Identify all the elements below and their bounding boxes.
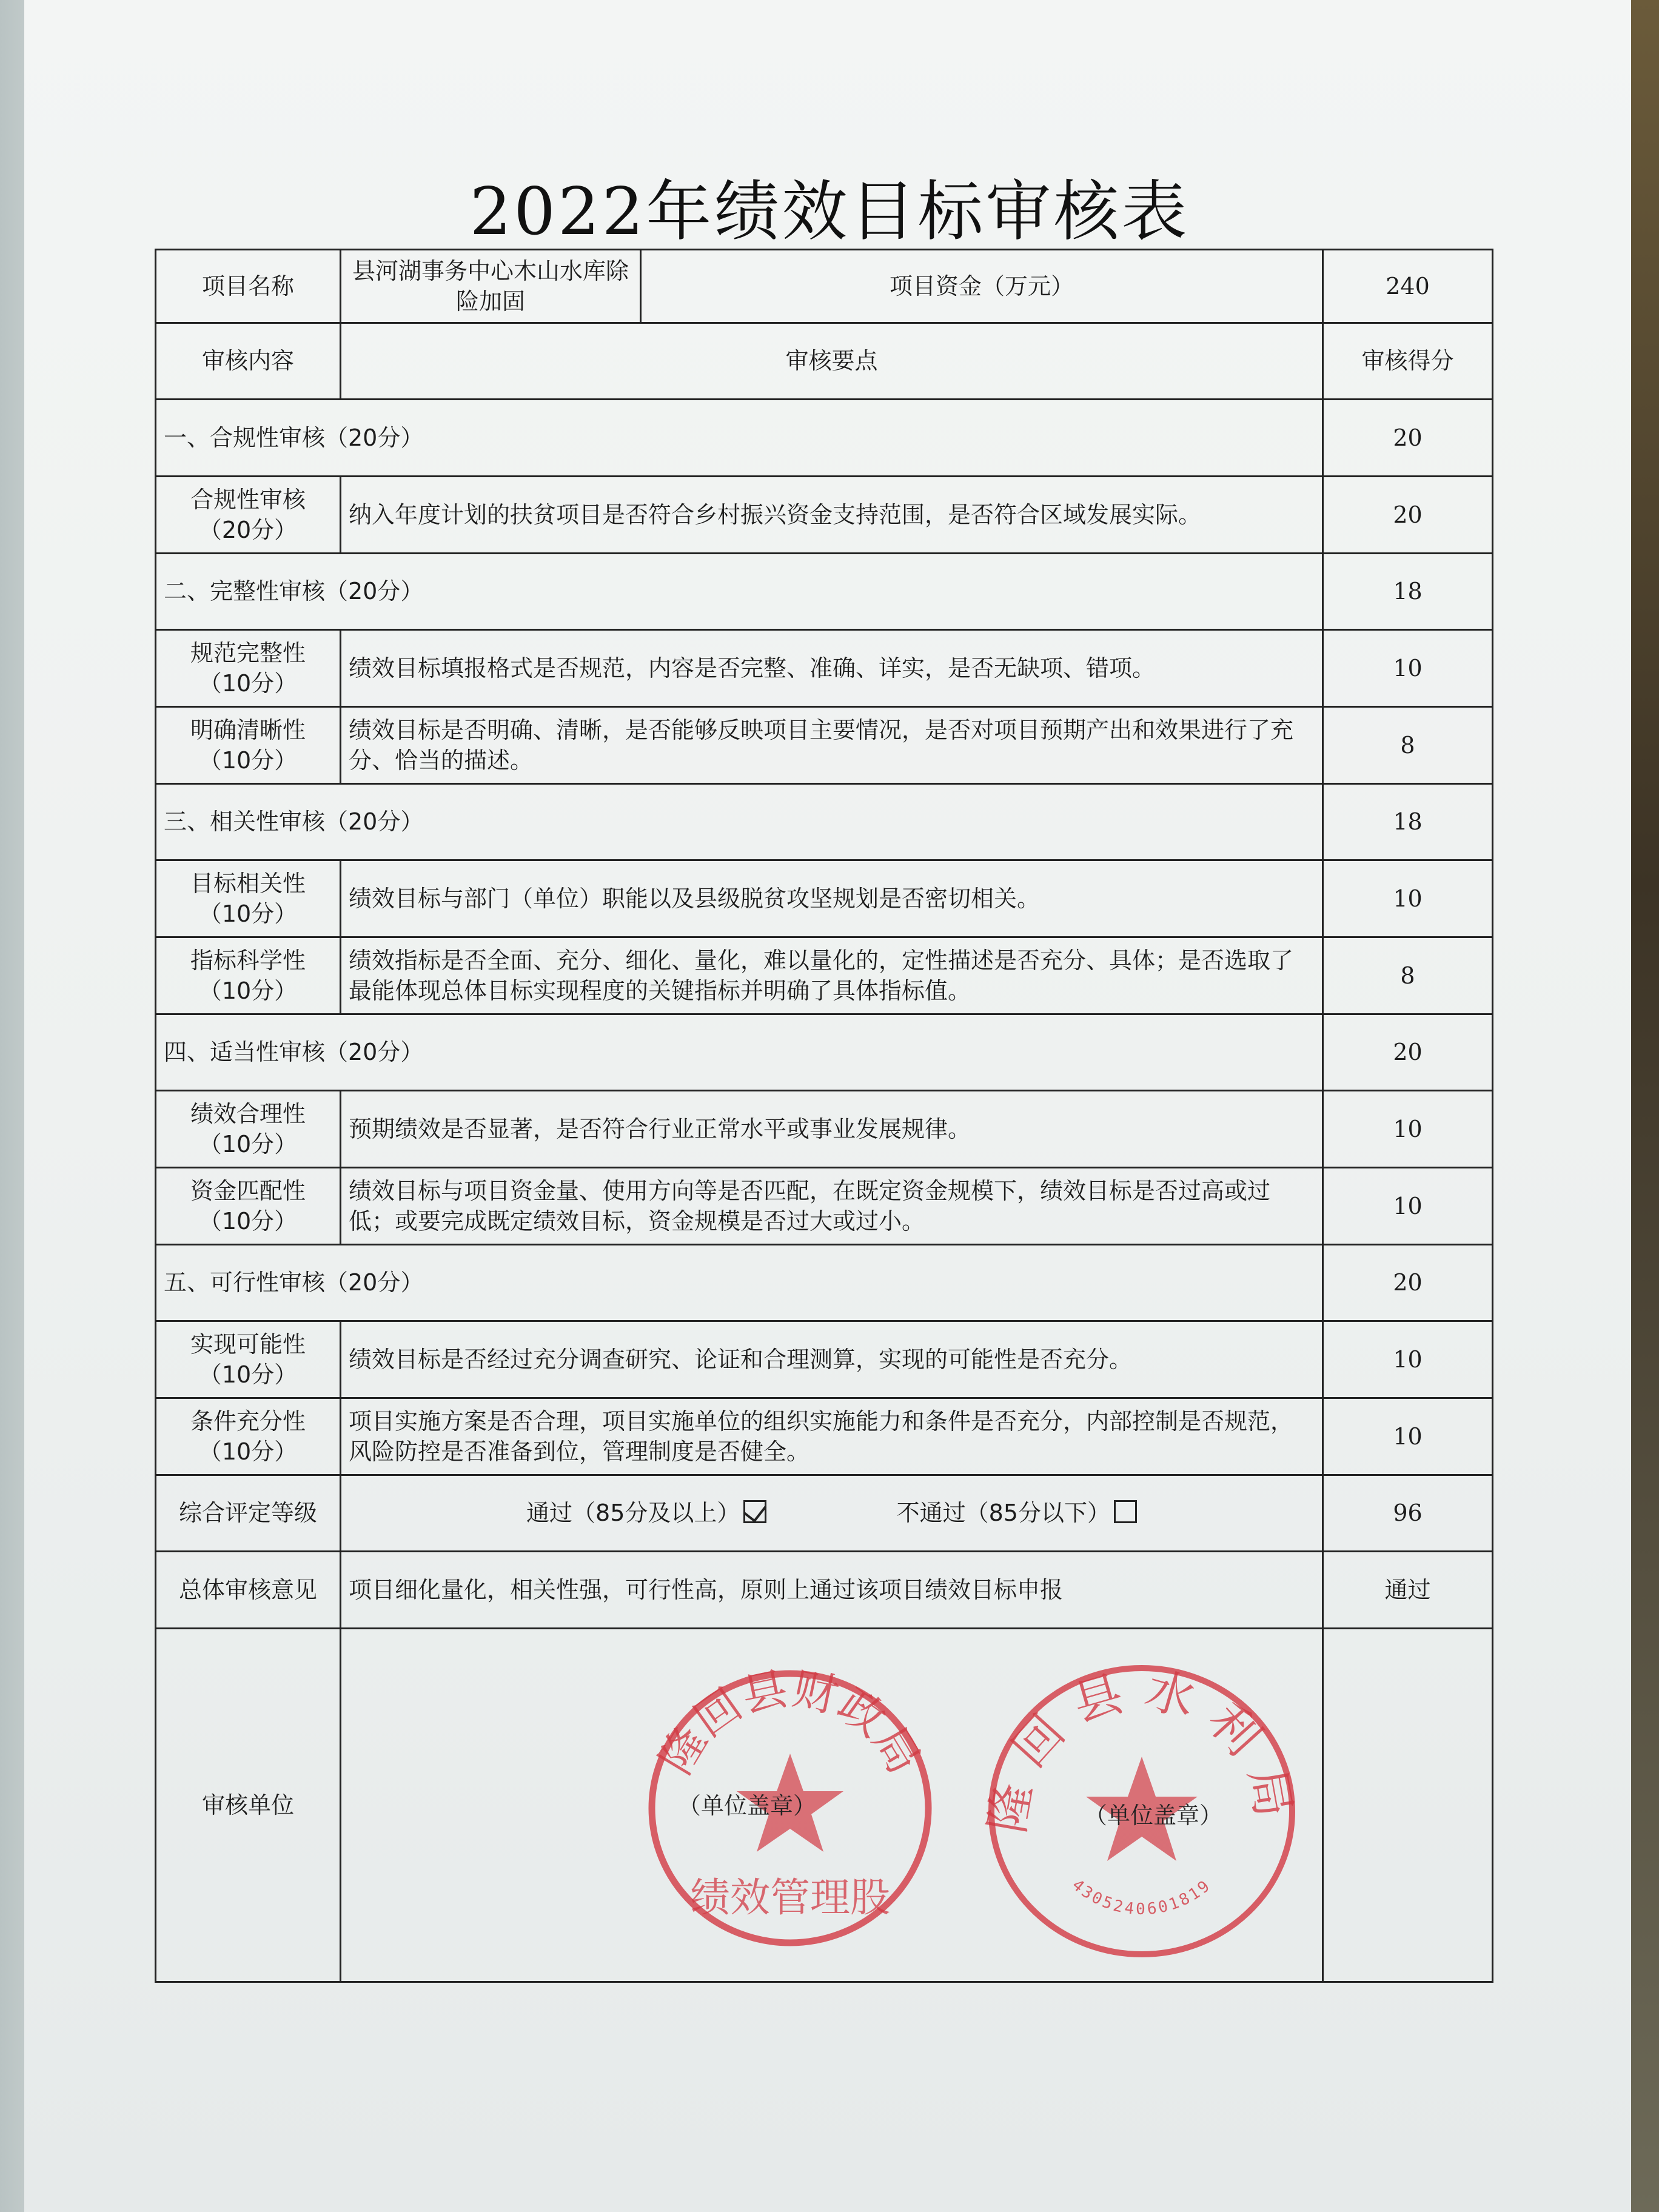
criterion-score: 10 (1323, 1167, 1493, 1244)
rating-options (341, 1475, 1323, 1552)
criterion-score: 10 (1323, 1321, 1493, 1398)
criterion-label (156, 1091, 341, 1168)
water-seal-text: 隆回县水利局 (978, 1660, 1305, 1837)
criterion-label (156, 937, 341, 1014)
criterion-name: 目标相关性 (190, 870, 306, 897)
header-row (156, 323, 1493, 400)
criterion-score: 10 (1323, 630, 1493, 707)
criterion-label (156, 1321, 341, 1398)
criterion-row (156, 860, 1493, 937)
criterion-label (156, 1398, 341, 1475)
review-unit-seals (341, 1628, 1323, 1982)
section-title: 一、合规性审核（20分） (156, 400, 1323, 477)
section-title: 四、适当性审核（20分） (156, 1014, 1323, 1091)
section-score: 20 (1323, 1244, 1493, 1321)
water-seal-code: 4305240601819 (1068, 1875, 1215, 1919)
review-form-table (155, 249, 1493, 1983)
section-row (156, 1014, 1493, 1091)
finance-seal-sub: 绩效管理股 (690, 1874, 890, 1921)
criterion-row (156, 706, 1493, 783)
criterion-description: 绩效目标与项目资金量、使用方向等是否匹配，在既定资金规模下，绩效目标是否过高或过低；或要完成既定绩效目标，资金规模是否过大或过小。 (341, 1167, 1323, 1244)
criterion-row (156, 630, 1493, 707)
criterion-description: 绩效目标是否明确、清晰，是否能够反映项目主要情况，是否对项目预期产出和效果进行了充分、恰当的描述。 (341, 706, 1323, 783)
criterion-description: 纳入年度计划的扶贫项目是否符合乡村振兴资金支持范围，是否符合区域发展实际。 (341, 476, 1323, 553)
criterion-row (156, 937, 1493, 1014)
criterion-description: 预期绩效是否显著，是否符合行业正常水平或事业发展规律。 (341, 1091, 1323, 1168)
review-unit-score-empty (1323, 1628, 1493, 1982)
criterion-row (156, 1398, 1493, 1475)
criterion-score: 10 (1323, 1091, 1493, 1168)
criterion-label (156, 860, 341, 937)
section-score: 20 (1323, 400, 1493, 477)
section-row (156, 1244, 1493, 1321)
section-score: 18 (1323, 553, 1493, 630)
fail-option-label: 不通过（85分以下） (896, 1500, 1110, 1527)
section-row (156, 783, 1493, 860)
svg-text:4305240601819 (1068, 1876, 1215, 1919)
criterion-points: （10分） (198, 670, 298, 697)
section-title: 五、可行性审核（20分） (156, 1244, 1323, 1321)
criterion-description: 绩效目标填报格式是否规范，内容是否完整、准确、详实，是否无缺项、错项。 (341, 630, 1323, 707)
criterion-score: 10 (1323, 1398, 1493, 1475)
project-fund-value: 240 (1323, 250, 1493, 323)
review-unit-row (156, 1628, 1493, 1982)
criterion-description: 绩效目标与部门（单位）职能以及县级脱贫攻坚规划是否密切相关。 (341, 860, 1323, 937)
rating-label: 综合评定等级 (156, 1475, 341, 1552)
criterion-description: 项目实施方案是否合理，项目实施单位的组织实施能力和条件是否充分，内部控制是否规范，风险防控是否准备到位，管理制度是否健全。 (341, 1398, 1323, 1475)
project-row (156, 250, 1493, 323)
criterion-name: 绩效合理性 (190, 1100, 306, 1127)
rating-row (156, 1475, 1493, 1552)
criterion-score: 20 (1323, 476, 1493, 553)
criterion-label (156, 706, 341, 783)
pass-checkbox[interactable] (743, 1500, 766, 1523)
opinion-label: 总体审核意见 (156, 1552, 341, 1629)
seal-caption-water: （单位盖章） (1084, 1801, 1223, 1829)
criterion-name: 明确清晰性 (190, 716, 306, 743)
section-title: 三、相关性审核（20分） (156, 783, 1323, 860)
criterion-description: 绩效指标是否全面、充分、细化、量化，难以量化的，定性描述是否充分、具体；是否选取了最能体现总体目标实现程度的关键指标并明确了具体指标值。 (341, 937, 1323, 1014)
criterion-score: 8 (1323, 937, 1493, 1014)
project-fund-label: 项目资金（万元） (641, 250, 1323, 323)
section-row (156, 553, 1493, 630)
page-title: 2022年绩效目标审核表 (469, 174, 1190, 250)
section-title: 二、完整性审核（20分） (156, 553, 1323, 630)
finance-seal-text: 隆回县财政局 (649, 1662, 931, 1783)
criterion-points: （10分） (198, 1131, 298, 1158)
review-unit-label: 审核单位 (156, 1628, 341, 1982)
project-name-value: 县河湖事务中心木山水库除险加固 (341, 250, 641, 323)
criterion-score: 8 (1323, 706, 1493, 783)
criterion-label (156, 1167, 341, 1244)
criterion-name: 规范完整性 (190, 639, 306, 666)
criterion-description: 绩效目标是否经过充分调查研究、论证和合理测算，实现的可能性是否充分。 (341, 1321, 1323, 1398)
seal-caption-finance: （单位盖章） (678, 1792, 817, 1819)
fail-checkbox[interactable] (1114, 1500, 1137, 1523)
criterion-row (156, 1321, 1493, 1398)
opinion-row (156, 1552, 1493, 1629)
criterion-points: （10分） (198, 977, 298, 1004)
criterion-row (156, 476, 1493, 553)
section-score: 20 (1323, 1014, 1493, 1091)
project-name-label: 项目名称 (156, 250, 341, 323)
criterion-points: （10分） (198, 1207, 298, 1235)
criterion-label (156, 630, 341, 707)
criterion-score: 10 (1323, 860, 1493, 937)
header-score-label: 审核得分 (1323, 323, 1493, 400)
section-row (156, 400, 1493, 477)
pass-option-label: 通过（85分及以上） (526, 1500, 740, 1527)
criterion-points: （20分） (198, 516, 298, 543)
criterion-points: （10分） (198, 746, 298, 774)
criterion-name: 资金匹配性 (190, 1177, 306, 1204)
criterion-name: 条件充分性 (190, 1407, 306, 1435)
criterion-label (156, 476, 341, 553)
criterion-points: （10分） (198, 1438, 298, 1465)
criterion-row (156, 1091, 1493, 1168)
criterion-row (156, 1167, 1493, 1244)
criterion-points: （10分） (198, 1361, 298, 1388)
opinion-text: 项目细化量化，相关性强，可行性高，原则上通过该项目绩效目标申报 (341, 1552, 1323, 1629)
background-edge (1631, 0, 1659, 2212)
opinion-result: 通过 (1323, 1552, 1493, 1629)
header-points-label: 审核要点 (341, 323, 1323, 400)
criterion-name: 指标科学性 (190, 947, 306, 974)
rating-score: 96 (1323, 1475, 1493, 1552)
criterion-name: 合规性审核 (190, 486, 306, 513)
section-score: 18 (1323, 783, 1493, 860)
criterion-points: （10分） (198, 900, 298, 928)
criterion-name: 实现可能性 (190, 1330, 306, 1358)
header-content-label: 审核内容 (156, 323, 341, 400)
